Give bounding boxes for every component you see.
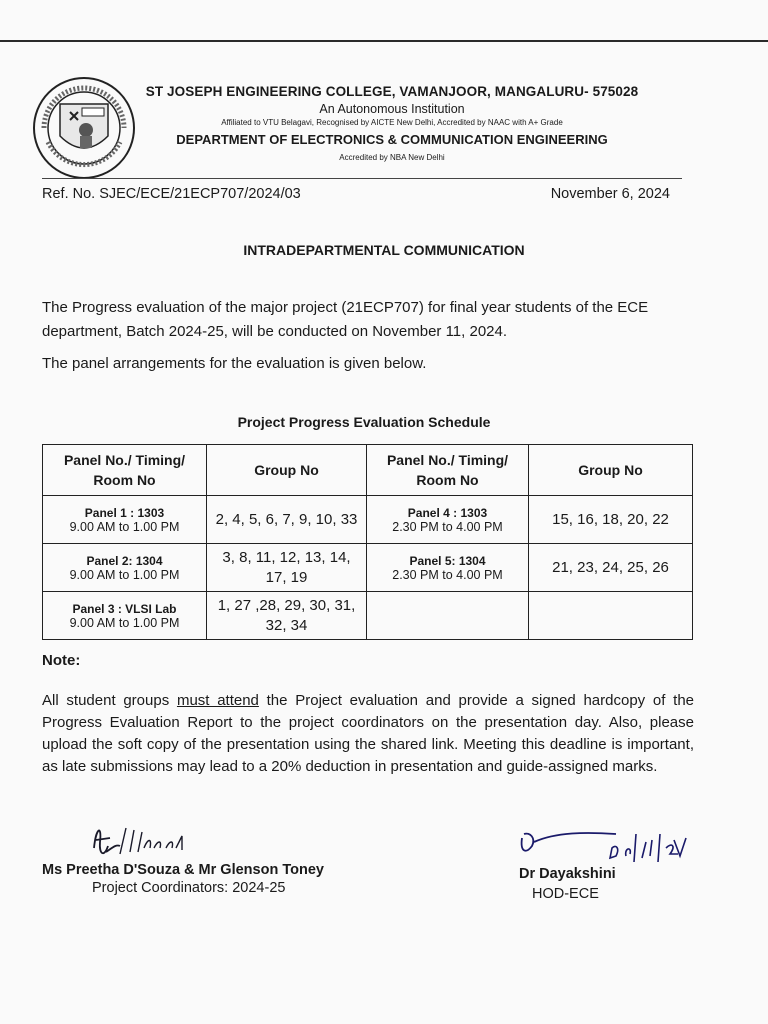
column-header: Panel No./ Timing/ Room No <box>367 445 529 496</box>
column-header: Panel No./ Timing/ Room No <box>43 445 207 496</box>
table-row <box>43 544 693 592</box>
panel-intro-paragraph: The panel arrangements for the evaluation is given below. <box>42 355 427 372</box>
table-row <box>43 592 693 640</box>
coordinators-role: Project Coordinators: 2024-25 <box>92 880 286 896</box>
column-header: Group No <box>207 445 367 496</box>
hod-signature <box>516 822 706 870</box>
panel-time: 2.30 PM to 4.00 PM <box>392 567 503 582</box>
panel-time: 2.30 PM to 4.00 PM <box>392 519 503 534</box>
affiliation-line: Affiliated to VTU Belagavi, Recognised by AICTE New Delhi, Accredited by NAAC with A+ Grade <box>221 118 563 127</box>
panel-cell <box>43 496 207 544</box>
header-divider <box>42 178 682 179</box>
top-edge-line <box>0 40 768 42</box>
panel-cell <box>367 544 529 592</box>
panel-time: 9.00 AM to 1.00 PM <box>69 519 180 534</box>
coordinator-signature <box>86 818 196 866</box>
group-cell: 1, 27 ,28, 29, 30, 31, 32, 34 <box>207 592 367 640</box>
column-header: Group No <box>529 445 693 496</box>
hod-name: Dr Dayakshini <box>519 866 616 882</box>
note-paragraph <box>42 690 694 778</box>
note-heading: Note: <box>42 652 81 669</box>
panel-name: Panel 4 : 1303 <box>407 505 488 520</box>
panel-cell <box>43 544 207 592</box>
empty-cell <box>367 592 529 640</box>
panel-name: Panel 3 : VLSI Lab <box>72 601 177 616</box>
hod-role: HOD-ECE <box>532 886 599 902</box>
panel-name: Panel 5: 1304 <box>409 553 486 568</box>
group-cell: 2, 4, 5, 6, 7, 9, 10, 33 <box>207 496 367 544</box>
panel-time: 9.00 AM to 1.00 PM <box>69 567 180 582</box>
panel-name: Panel 1 : 1303 <box>84 505 165 520</box>
document-title: INTRADEPARTMENTAL COMMUNICATION <box>243 242 525 258</box>
coordinators-names: Ms Preetha D'Souza & Mr Glenson Toney <box>42 862 324 878</box>
note-emphasis: must attend <box>176 692 259 709</box>
group-cell: 15, 16, 18, 20, 22 <box>529 496 693 544</box>
note-body: the Project evaluation and provide a signed hardcopy of the Progress Evaluation Report to the project coordinators on the presentation day. Also, please upload the soft copy of the presentation using the shared link. Meeting this deadline is important, as late submissions may lead to a 20% deduction in presentation and guide-assigned marks. <box>42 692 694 775</box>
empty-cell <box>529 592 693 640</box>
panel-time: 9.00 AM to 1.00 PM <box>69 615 180 630</box>
autonomous-label: An Autonomous Institution <box>319 102 465 116</box>
table-header-row <box>43 445 693 496</box>
panel-name: Panel 2: 1304 <box>86 553 163 568</box>
schedule-title: Project Progress Evaluation Schedule <box>237 414 491 430</box>
college-crest-icon <box>30 74 138 182</box>
intro-paragraph: The Progress evaluation of the major project (21ECP707) for final year students of the ECE department, Batch 2024-25, will be conducted on November 11, 2024. <box>42 299 649 340</box>
note-lead: All student groups <box>42 692 177 709</box>
schedule-table <box>42 444 693 640</box>
panel-cell <box>43 592 207 640</box>
issue-date: November 6, 2024 <box>550 186 670 202</box>
reference-number: Ref. No. SJEC/ECE/21ECP707/2024/03 <box>42 186 301 202</box>
group-cell: 3, 8, 11, 12, 13, 14, 17, 19 <box>207 544 367 592</box>
college-name: ST JOSEPH ENGINEERING COLLEGE, VAMANJOOR, MANGALURU- 575028 <box>145 84 639 99</box>
group-cell: 21, 23, 24, 25, 26 <box>529 544 693 592</box>
panel-cell <box>367 496 529 544</box>
table-row <box>43 496 693 544</box>
accreditation-line: Accredited by NBA New Delhi <box>339 153 445 162</box>
department-name: DEPARTMENT OF ELECTRONICS & COMMUNICATION ENGINEERING <box>176 132 608 147</box>
